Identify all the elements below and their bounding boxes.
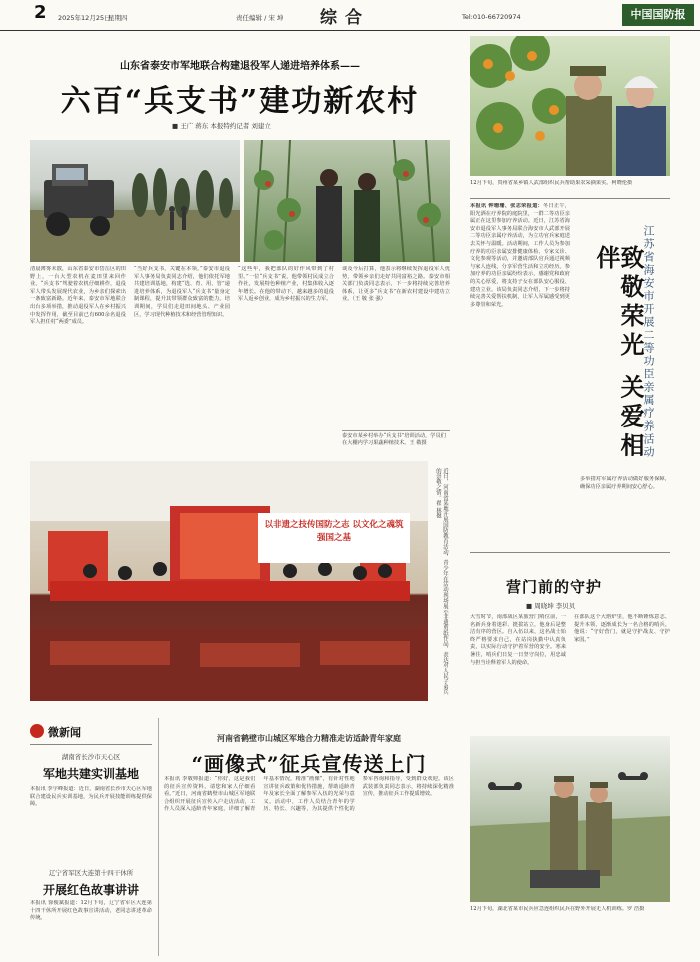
papercut-event-photo: [30, 461, 428, 701]
drone-training-photo: [470, 736, 670, 902]
feature-body-cont: 多举措对军属疗养活动做好服务保障，确保功臣亲属疗养期间安心舒心。: [580, 476, 670, 490]
wei-item1-title: 军地共建实训基地: [42, 767, 139, 781]
issue-date: 2025年12月25日: [58, 14, 111, 22]
henan-body: 本报讯 李敬帅报道：“你好，这是我们的征兵宣传资料，请您和家人仔细看看。”近日，河南省鹤壁市山城区军地联合组织开展征兵宣传入户走访活动，工作人员深入适龄青年家庭，详细了解青年基本情况，精准“画像”，有针对性地宣讲征兵政策和优待措施，帮助适龄青年及家长全面了解参军入伍的光荣与意义。活动中，工作人员结合青年的学历、特长、兴趣等，为其提供个性化的参军咨询和指导，受到群众欢迎。该区武装部负责同志表示，将持续深化精准宣传，推动征兵工作提质增效。: [164, 776, 454, 813]
event-banner: 以非遗之技传国防之志 以文化之魂筑强国之基: [258, 513, 410, 563]
weekday: 星期四: [108, 14, 128, 22]
guard-title: 营门前的守护: [506, 578, 603, 596]
divider: [470, 198, 670, 199]
lead-headline: 六百“兵支书”建功新农村: [60, 84, 420, 119]
lead-byline: ■ 王广 蒋东 本报特约记者 刘建立: [172, 122, 271, 130]
feature-byline: 本报讯 钟珊珊、张志荣报道：: [470, 203, 543, 209]
drone-illustration: [470, 736, 670, 902]
wei-item1-kicker: 湖南省长沙市天心区: [61, 753, 121, 761]
event-illustration: [30, 461, 428, 701]
wei-item2-kicker: 辽宁省军区大连第十四干休所: [48, 869, 134, 877]
henan-kicker: 河南省鹤壁市山城区军地合力精准走访适龄青年家庭: [217, 733, 401, 743]
lead-photo-caption: 泰安市某乡村举办“兵支书”培训活动，学员们在大棚内学习果蔬种植技术。王 敬摄: [342, 430, 450, 473]
section-title: 综合: [320, 8, 370, 28]
dot-icon: [30, 724, 44, 738]
wei-item2-title: 开展红色故事讲讲: [42, 883, 139, 897]
wei-item1-body: 本报讯 李宇峰报道：近日，湖南省长沙市天心区军地联合建设民兵实训基地，为民兵开展技能训练提供保障。: [30, 786, 152, 808]
lead-col-4: 谈及今后打算，他表示将继续发挥退役军人优势，带领乡亲们走好共同富裕之路。泰安市相关部门负责同志表示，下一步将持续完善培养体系，让更多“兵支书”在新农村建设中建功立业。（王 敬 张 强）: [342, 266, 450, 303]
tractor-photo: [30, 140, 240, 262]
guard-body: 大雪时节，南部战区某旅营门哨位前，一名新兵身着迷彩、挺拔站立，他身后是整洁有序的营区。自入伍以来，这名战士始终严格要求自己，在站岗执勤中认真负责，以实际行动守护着军营的安全。寒来暑往，哨兵们日复一日坚守岗位，用忠诚与担当诠释着军人的使命。: [470, 614, 566, 666]
greenhouse-illustration: [244, 140, 450, 262]
page-header: [0, 0, 700, 31]
lead-kicker: 山东省泰安市军地联合构建退役军人递进培养体系——: [120, 61, 360, 72]
greenhouse-photo: [244, 140, 450, 262]
contact-phone: Tel:010-66720974: [462, 13, 521, 21]
tractor-illustration: [30, 140, 240, 262]
mid-photo-caption: 近日，河南省某地开展国防教育活动，青少年在活动现场展示非遗剪纸作品，表达对人民子弟兵的崇敬之情。翟 林摄: [435, 468, 448, 695]
henan-title: “画像式”征兵宣传送上门: [191, 752, 427, 776]
editor-line: 责任编辑 / 宋 坤: [236, 14, 284, 22]
lead-col-1: 清晨薄雾未散，山东省泰安市岱岳区的田野上，一台大型农机在麦田里来回作业。“兵支书”驾驶着农机仔细耕作，退役军人带头发展现代农业，为乡亲们探索出一条致富新路。近年来，泰安市军地联合出台多项举措，推动退役军人在乡村振兴中发挥作用，截至目前已有600余名退役军人担任村“两委”成员。: [30, 266, 126, 326]
top-right-caption: 12月下旬，贵州省某乡镇人武部组织民兵帮助果农采摘果实。柯晓伦摄: [470, 180, 633, 186]
fruit-picking-photo: [470, 36, 670, 176]
divider: [158, 718, 159, 956]
lead-col-3: “这些年，我把部队的好作风带到了村里。”一位“兵支书”说，他带领村民成立合作社，发展特色种植产业，村集体收入逐年增长。在他的带动下，越来越多的退役军人返乡创业，成为乡村振兴的生力军。: [238, 266, 334, 303]
fruit-picking-illustration: [470, 36, 670, 176]
guard-photo-caption: 12月下旬，湖北省某市民兵应急连组织民兵在野外开展无人机训练。罗 浩摄: [470, 906, 645, 912]
divider: [470, 552, 670, 553]
feature-subtitle: 江苏省海安市开展二等功臣亲属疗养活动: [642, 225, 655, 459]
wei-news-tag: [30, 722, 106, 740]
feature-title: 致敬荣光 关爱相伴: [592, 245, 645, 462]
guard-body-cont: 在部队这个大熔炉里，他不断锤炼意志、提升本领，逐渐成长为一名合格的哨兵。他说：“守好营门，就是守护战友、守护家国。”: [574, 614, 670, 643]
newspaper-logo: 中国国防报: [622, 4, 694, 26]
divider: [30, 744, 152, 745]
feature-byline-body: [470, 203, 570, 451]
feature-body: 冬日正午，阳光洒在疗养院的庭院里，一群二等功臣亲属正在这里参加疗养活动。近日，江苏省海安市退役军人事务局联合海安市人武部开展二等功臣亲属疗养活动，为立功官兵家庭送去关怀与温暖。活动期间，工作人员为参加疗养的功臣亲属安排健康体检、专家义诊、文化参观等活动，并邀请部队官兵通过视频与家人连线，分享军营生活和立功经历。参加疗养的功臣亲属纷纷表示，感谢党和政府的关心厚爱，将支持子女在部队安心服役、建功立业。该局负责同志介绍，下一步将持续完善关爱帮扶机制，让军人军属感受到更多尊崇和荣光。: [470, 203, 570, 308]
lead-col-2: “当好兵支书，关键在本领。”泰安市退役军人事务局负责同志介绍，他们依托军地共建培训基地，构建“选、育、用、管”递进培养体系，为退役军人“兵支书”量身定制课程，提升其带领群众致富的能力。培训期间，学员们走进田间地头、产业园区，学习现代种植技术和经营管理知识。: [134, 266, 230, 318]
wei-news-label: 微新闻: [48, 726, 81, 739]
wei-item2-body: 本报讯 徐俊斌报道：12月下旬，辽宁省军区大连第十四干休所开展红色故事宣讲活动，老同志讲述革命传统。: [30, 900, 152, 922]
guard-byline: ■ 周晓坤 李贝贝: [526, 602, 576, 610]
page-number: 2: [34, 2, 47, 23]
